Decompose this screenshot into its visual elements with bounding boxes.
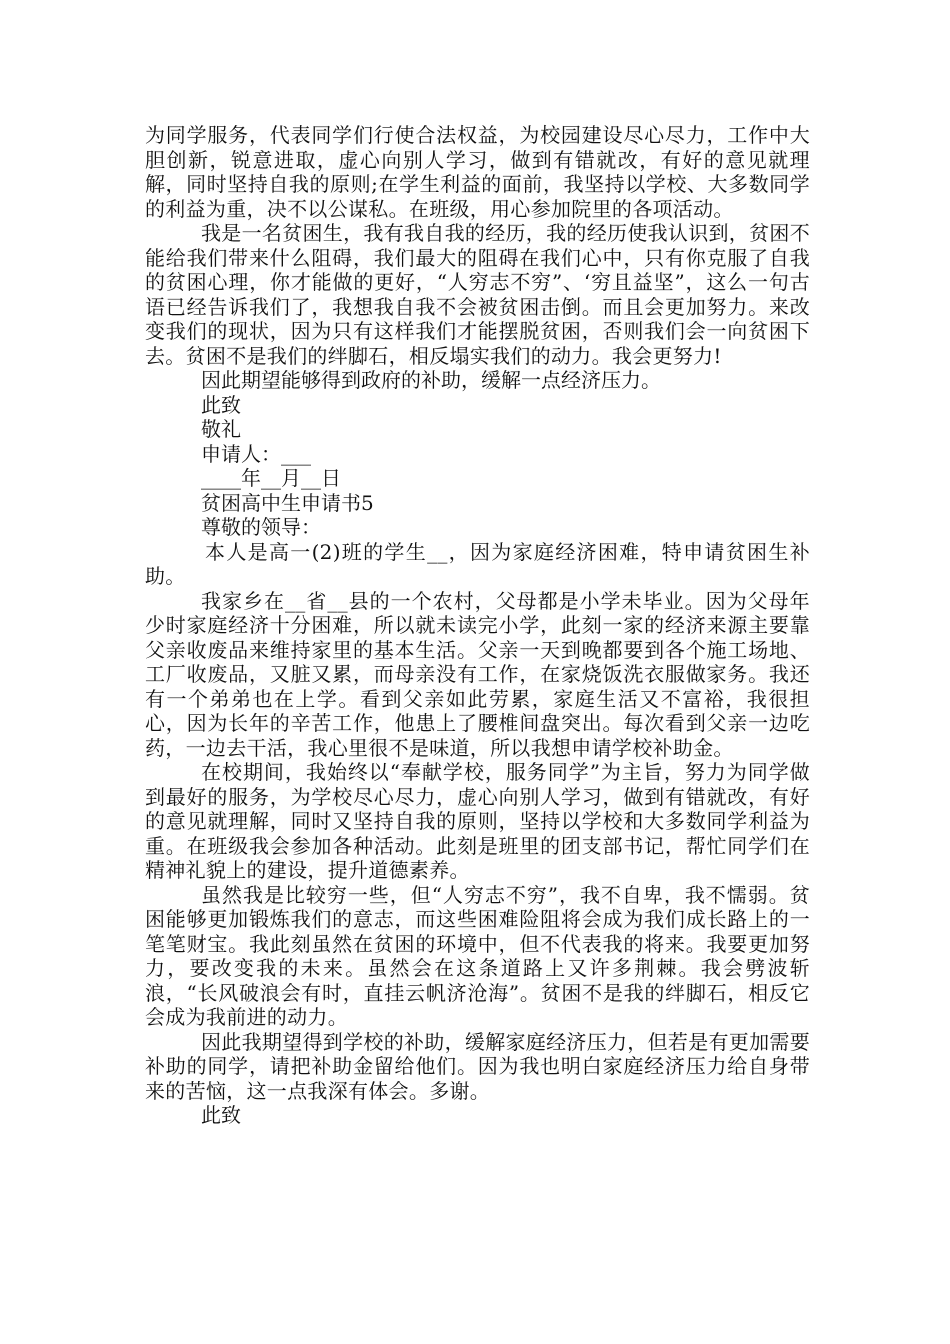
paragraph-school-service: 在校期间，我始终以“奉献学校，服务同学”为主旨，努力为同学做到最好的服务，为学校尽心尽力，虚心向别人学习，做到有错就改，有好的意见就理解，同时又坚持自我的原则，坚持以学校和大多数同学利益为重。在班级我会参加各种活动。此刻是班里的团支部书记，帮忙同学们在精神礼貌上的建设，提升道德素养。 — [145, 760, 810, 882]
salutation: 尊敬的领导： — [201, 515, 321, 539]
closing-cizhi-2: 此致 — [201, 1103, 241, 1127]
closing-jingli: 敬礼 — [201, 417, 241, 441]
closing-cizhi: 此致 — [201, 392, 241, 417]
applicant-line: 申请人：___ — [201, 441, 311, 466]
paragraph-intro: 本人是高一(2)班的学生__，因为家庭经济困难，特申请贫困生补助。 — [145, 539, 810, 588]
paragraph-family: 我家乡在__省__县的一个农村，父母都是小学未毕业。因为父母年少时家庭经济十分困难，所以就未读完小学，此刻一家的经济来源主要靠父亲收废品来维持家里的基本生活。父亲一天到晚都要到各个施工场地、工厂收废品，又脏又累，而母亲没有工作，在家烧饭洗衣服做家务。我还有一个弟弟也在上学。看到父亲如此劳累，家庭生活又不富裕，我很担心，因为长年的辛苦工作，他患上了腰椎间盘突出。每次看到父亲一边吃药，一边去干活，我心里很不是味道，所以我想申请学校补助金。 — [145, 588, 810, 760]
paragraph-service: 为同学服务，代表同学们行使合法权益，为校园建设尽心尽力，工作中大胆创新，锐意进取，虚心向别人学习，做到有错就改，有好的意见就理解，同时坚持自我的原则;在学生利益的面前，我坚持以学校、大多数同学的利益为重，决不以公谋私。在班级，用心参加院里的各项活动。 — [145, 123, 810, 221]
paragraph-request: 因此我期望得到学校的补助，缓解家庭经济压力，但若是有更加需要补助的同学，请把补助金留给他们。因为我也明白家庭经济压力给自身带来的苦恼，这一点我深有体会。多谢。 — [145, 1029, 810, 1103]
document-body — [145, 123, 810, 1128]
date-line: ____年__月__日 — [201, 466, 341, 490]
paragraph-hope-subsidy: 因此期望能够得到政府的补助，缓解一点经济压力。 — [201, 368, 661, 392]
paragraph-poverty-experience: 我是一名贫困生，我有我自我的经历，我的经历使我认识到，贫困不能给我们带来什么阻碍，我们最大的阻碍在我们心中，只有你克服了自我的贫困心理，你才能做的更好，“人穷志不穷”、‘穷且益坚”，这么一句古语已经告诉我们了，我想我自我不会被贫困击倒。而且会更加努力。来改变我们的现状，因为只有这样我们才能摆脱贫困，否则我们会一向贫困下去。贫困不是我们的绊脚石，相反塌实我们的动力。我会更努力! — [145, 221, 810, 368]
section-title: 贫困高中生申请书5 — [201, 490, 374, 515]
paragraph-determination: 虽然我是比较穷一些，但“人穷志不穷”，我不自卑，我不懦弱。贫困能够更加锻炼我们的意志，而这些困难险阻将会成为我们成长路上的一笔笔财宝。我此刻虽然在贫困的环境中，但不代表我的将来。我要更加努力，要改变我的未来。虽然会在这条道路上又许多荆棘。我会劈波斩浪，“长风破浪会有时，直挂云帆济沧海”。贫困不是我的绊脚石，相反它会成为我前进的动力。 — [145, 882, 810, 1029]
